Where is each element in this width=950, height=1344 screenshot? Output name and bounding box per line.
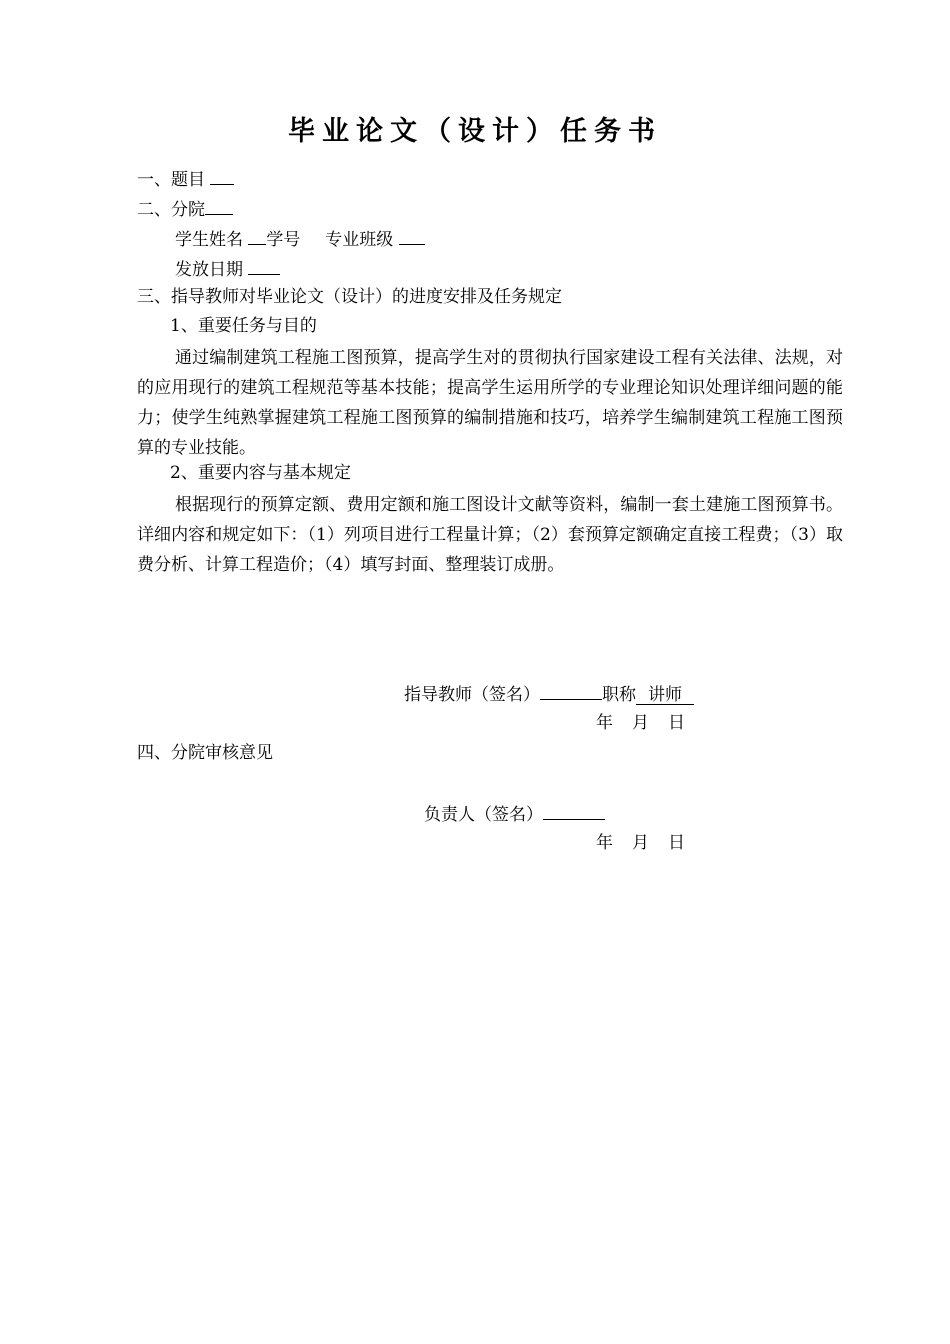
section3-heading: 三、指导教师对毕业论文（设计）的进度安排及任务规定 (137, 287, 562, 307)
branch-label: 二、分院 (137, 200, 205, 220)
issue-date-line (175, 256, 280, 282)
sub-heading-1: 1、重要任务与目的 (170, 316, 317, 336)
paragraph-1: 通过编制建筑工程施工图预算，提高学生对的贯彻执行国家建设工程有关法律、法规，对的应用现行的建筑工程规范等基本技能；提高学生运用所学的专业理论知识处理详细问题的能力；使学生纯熟掌握建筑工程施工图预算的编制措施和技巧，培养学生编制建筑工程施工图预算的专业技能。 (137, 348, 843, 458)
reviewer-sign-line (424, 801, 605, 827)
section4-heading: 四、分院审核意见 (137, 743, 273, 763)
issue-date-blank[interactable] (248, 256, 280, 275)
paragraph-2: 根据现行的预算定额、费用定额和施工图设计文献等资料，编制一套土建施工图预算书。详细内容和规定如下：（1）列项目进行工程量计算；（2）套预算定额确定直接工程费；（3）取费分析、计算工程造价；（4）填写封面、整理装订成册。 (137, 495, 843, 575)
student-line (175, 226, 425, 252)
topic-blank[interactable] (210, 166, 234, 185)
issue-date-label: 发放日期 (175, 260, 243, 280)
sub-heading-2: 2、重要内容与基本规定 (170, 463, 351, 483)
document-title: 毕业论文（设计）任务书 (288, 116, 662, 147)
student-name-label: 学生姓名 (175, 230, 243, 250)
student-name-blank[interactable] (248, 226, 266, 245)
topic-label: 一、题目 (137, 170, 205, 190)
reviewer-sign-label: 负责人（签名） (424, 805, 543, 825)
class-label: 专业班级 (325, 230, 394, 250)
advisor-date: 年 月 日 (596, 713, 686, 733)
reviewer-date: 年 月 日 (596, 833, 686, 853)
reviewer-sign-blank[interactable] (543, 801, 605, 820)
advisor-title-label: 职称 (602, 685, 636, 705)
advisor-sign-label: 指导教师（签名） (404, 685, 540, 705)
advisor-sign-line (404, 681, 694, 707)
topic-line (137, 166, 234, 192)
class-blank[interactable] (399, 226, 425, 245)
student-id-label: 学号 (266, 230, 301, 250)
advisor-sign-blank[interactable] (540, 681, 602, 700)
branch-blank[interactable] (205, 196, 233, 215)
advisor-title-value (636, 686, 694, 705)
advisor-title-text: 讲师 (648, 685, 682, 705)
branch-line (137, 196, 233, 222)
